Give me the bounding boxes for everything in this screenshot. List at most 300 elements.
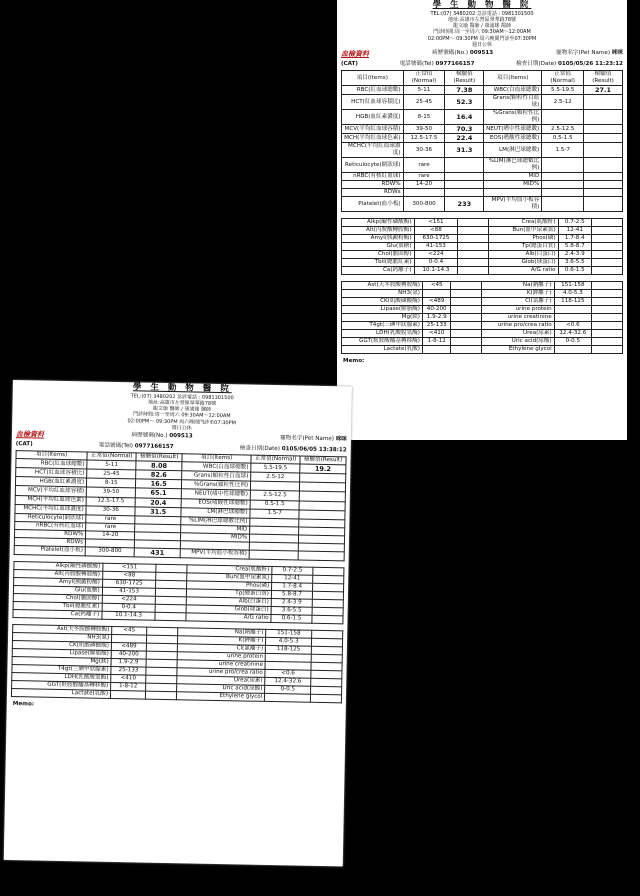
tel-value: 0977166157: [435, 61, 475, 68]
normal-range: 0.6-1.5: [271, 614, 312, 623]
test-name: A/G ratio: [186, 613, 271, 623]
table-row: [342, 251, 623, 259]
table-row: [342, 158, 623, 173]
normal-range: 5.5-19.5: [251, 463, 300, 473]
normal-range: 8-15: [87, 478, 136, 488]
test-name: RDWs: [14, 537, 85, 546]
test-result: 70.3: [445, 125, 484, 134]
test-name: Mg(鎂): [12, 656, 111, 666]
test-result: 20.4: [135, 497, 181, 507]
test-name: urine pro/crea ratio: [482, 322, 554, 330]
table-row: [342, 227, 623, 235]
normal-range: 0-0.5: [265, 685, 311, 694]
normal-range: <88: [414, 227, 458, 235]
normal-range: 0.7-2.5: [558, 219, 591, 227]
test-name: Tbil(總膽紅素): [342, 259, 415, 267]
header-line: 地址:高雄市左營區翠華路78號: [148, 399, 217, 407]
table-row: [342, 189, 623, 197]
normal-range: [542, 110, 584, 125]
test-name: K(鉀離子): [482, 290, 554, 298]
test-name: EOS(嗜酸性球總數): [181, 498, 250, 508]
test-result: 7.38: [445, 86, 484, 95]
test-name: Alb(白蛋白): [489, 251, 558, 259]
normal-range: 40-200: [111, 650, 146, 659]
cbc-table: [341, 70, 623, 212]
normal-range: <45: [112, 626, 147, 635]
normal-range: 5.8-8.7: [271, 590, 312, 599]
test-result: [584, 181, 623, 189]
normal-range: <151: [103, 563, 157, 572]
test-name: urine pro/crea ratio: [177, 667, 266, 677]
normal-range: [542, 181, 584, 189]
normal-range: <489: [111, 642, 146, 651]
table-row: [342, 110, 623, 125]
table-row: [342, 267, 623, 275]
test-name: Reticulocyte(網狀球): [15, 513, 86, 522]
normal-range: 1.7-8.4: [558, 235, 591, 243]
normal-range: [423, 346, 451, 354]
normal-range: 1.9-2.9: [423, 314, 451, 322]
table-row: [342, 298, 623, 306]
test-name: NH3(氨): [13, 632, 112, 642]
test-name: Mg(鎂): [342, 314, 423, 322]
test-name: Lipase(解脂酶): [12, 648, 111, 658]
table-row: [342, 86, 623, 95]
test-name: Ca(鈣離子): [342, 267, 415, 275]
test-name: Bun(血中尿素氮): [489, 227, 558, 235]
table-row: [342, 181, 623, 189]
normal-range: 1.9-2.9: [111, 658, 146, 667]
normal-range: 151-158: [554, 282, 591, 290]
normal-range: 0-0.5: [554, 338, 591, 346]
normal-range: 12.4-32.6: [265, 677, 311, 686]
normal-range: 25-45: [87, 469, 136, 479]
test-name: NH3(氨): [342, 290, 423, 298]
normal-range: 300-800: [85, 547, 134, 557]
test-name: MPV(平均血小板容積): [484, 197, 542, 212]
test-name: %LIM(淋巴球總數比例): [484, 158, 542, 173]
normal-range: <0.6: [554, 322, 591, 330]
normal-range: 0-0.4: [102, 603, 156, 612]
normal-range: 41-153: [414, 243, 458, 251]
report-title: 血檢資料: [15, 430, 45, 439]
normal-range: 2.4-3.9: [271, 598, 312, 607]
test-name: nRBC(有核紅血球): [342, 173, 404, 181]
test-name: MID: [181, 525, 250, 534]
pet-name-value: 咪咪: [335, 436, 347, 443]
test-name: Ast(天冬胺酸轉胺酶): [342, 282, 423, 290]
test-name: urine creatinine: [177, 659, 266, 669]
hospital-name: 學 生 動 物 醫 院: [132, 382, 232, 395]
normal-range: 0.7-2.5: [272, 566, 313, 575]
normal-range: <88: [102, 571, 156, 580]
test-result: 31.5: [135, 507, 181, 517]
test-name: RDWs: [342, 189, 404, 197]
normal-range: 14-20: [403, 181, 445, 189]
test-name: Chol(膽固醇): [342, 251, 415, 259]
table-row: [342, 290, 623, 298]
col-normal-header: 正常值(Normal): [87, 452, 136, 461]
normal-range: [554, 314, 591, 322]
test-result: [445, 181, 484, 189]
patient-info-row-1: [341, 50, 623, 59]
test-name: Ast(天冬胺酸轉胺酶): [13, 624, 112, 634]
test-name: Lactate(乳酸): [342, 346, 423, 354]
test-name: K(鉀離子): [177, 635, 266, 645]
test-result: 65.1: [136, 488, 182, 498]
col-items-header: 項目(Items): [16, 451, 87, 460]
normal-range: 2.5-12: [542, 95, 584, 110]
test-name: Uric acid(尿酸): [176, 683, 265, 693]
header-line: 週日公休: [471, 41, 492, 48]
test-name: Alkp(鹼性磷酸酶): [342, 219, 415, 227]
chemistry-table-2: [11, 624, 343, 703]
test-result: 22.4: [445, 134, 484, 143]
chemistry-table-1: [12, 561, 344, 624]
test-result: 16.4: [445, 110, 484, 125]
normal-range: 2.5-12: [251, 472, 300, 482]
normal-range: rare: [86, 515, 135, 524]
header-line: 地址:高雄市左營區翠華路78號: [447, 16, 517, 23]
test-name: LDH(乳酸脫氫酶): [12, 672, 111, 682]
normal-range: 1.5-7: [542, 143, 584, 158]
test-name: Tp(總蛋白質): [489, 243, 558, 251]
normal-range: 25-133: [423, 322, 451, 330]
table-row: [342, 314, 623, 322]
normal-range: 14-20: [86, 531, 135, 540]
test-name: Amyl(胰澱粉酶): [342, 235, 415, 243]
test-result: [584, 134, 623, 143]
normal-range: 5.8-8.7: [558, 243, 591, 251]
test-result: [584, 110, 623, 125]
test-name: MCV(平均紅血球容積): [342, 125, 404, 134]
test-name: Urea(尿素): [177, 675, 266, 685]
test-result: 16.5: [136, 479, 182, 489]
table-row: [342, 346, 623, 354]
test-name: Platelet(血小板): [342, 197, 404, 212]
test-name: GGT(麩胺酸醯基轉移酶): [342, 338, 423, 346]
test-name: Uric acid(尿酸): [482, 338, 554, 346]
test-result: 31.3: [445, 143, 484, 158]
test-name: HGB(血紅素濃度): [342, 110, 404, 125]
col-normal-header: 正常值(Normal): [542, 71, 584, 86]
test-name: urine protein: [482, 306, 554, 314]
test-name: HCT(紅血球容積比): [16, 468, 87, 478]
table-row: [342, 330, 623, 338]
test-name: Phos(磷): [187, 581, 272, 591]
header-line: 龍文瑜 醫師 / 康浦雄 醫師: [152, 405, 212, 413]
pet-name-label: 寵物名字(Pet Name): [280, 435, 334, 443]
test-name: HCT(紅血球容積比): [342, 95, 404, 110]
test-name: Phos(磷): [489, 235, 558, 243]
table-row: [342, 322, 623, 330]
normal-range: rare: [403, 158, 445, 173]
normal-range: 1.7-8.4: [272, 582, 313, 591]
normal-range: 10.1-14.3: [102, 611, 156, 620]
table-row: [342, 282, 623, 290]
normal-range: 30-36: [403, 143, 445, 158]
normal-range: 12.4-32.6: [554, 330, 591, 338]
test-name: Cl(氯離子): [177, 643, 266, 653]
test-name: Lactate(乳酸): [11, 688, 110, 698]
test-name: A/G ratio: [489, 267, 558, 275]
normal-range: rare: [86, 523, 135, 532]
test-name: Glob(球蛋白): [489, 259, 558, 267]
tel-label: 電話號碼(Tel): [399, 61, 434, 68]
normal-range: rare: [403, 173, 445, 181]
normal-range: 25-45: [403, 95, 445, 110]
normal-range: 118-125: [266, 645, 312, 654]
record-no-label: 病歷號碼(No.): [131, 432, 168, 440]
test-name: Ca(鈣離子): [13, 609, 102, 619]
test-name: Glu(血糖): [342, 243, 415, 251]
test-name: Glu(血糖): [13, 585, 102, 595]
header-line: 門診時間:周一至周六 09:30AM～12:00AM: [433, 29, 531, 36]
header-line: 週日公休: [171, 424, 192, 432]
test-name: %Grans(顆粒性比例): [181, 480, 250, 490]
test-name: RDW%: [342, 181, 404, 189]
header-line: 龍文瑜 醫師 / 康浦雄 醫師: [452, 23, 512, 30]
report-title: 血檢資料: [341, 50, 369, 59]
table-row: [342, 134, 623, 143]
normal-range: 12.5-17.5: [403, 134, 445, 143]
test-name: Grans(顆粒性白血球): [484, 95, 542, 110]
test-name: Cl(氯離子): [482, 298, 554, 306]
test-name: urine creatinine: [482, 314, 554, 322]
col-items-header: 項目(Items): [484, 71, 542, 86]
test-name: urine protein: [177, 651, 266, 661]
blood-report-sheet-1: [335, 0, 627, 443]
col-items-header: 項目(Items): [182, 454, 251, 463]
test-name: Reticulocyte(網狀球): [342, 158, 404, 173]
test-result: 233: [445, 197, 484, 212]
test-name: MID%: [181, 533, 250, 542]
normal-range: 39-50: [403, 125, 445, 134]
test-name: T4gt(三碘甲狀腺素): [342, 322, 423, 330]
normal-range: [403, 189, 445, 197]
test-name: Bun(血中尿素氮): [187, 573, 272, 583]
species: (CAT): [15, 441, 33, 448]
tel-value: 0977166157: [134, 443, 174, 451]
test-name: Na(鈉離子): [482, 282, 554, 290]
hospital-name: 學 生 動 物 醫 院: [432, 0, 532, 10]
test-name: Ethylene glycol: [482, 346, 554, 354]
normal-range: <224: [414, 251, 458, 259]
normal-range: <151: [414, 219, 458, 227]
normal-range: 0-0.4: [414, 259, 458, 267]
header-line: 門診時間:周一至周六 09:30AM～12:00AM: [133, 411, 231, 420]
test-name: Grans(顆粒性白血球): [182, 471, 251, 481]
table-row: [342, 259, 623, 267]
normal-range: 2.4-3.9: [558, 251, 591, 259]
normal-range: <489: [423, 298, 451, 306]
table-row: [342, 219, 623, 227]
test-name: Alb(白蛋白): [187, 597, 272, 607]
patient-info-row-2: [341, 61, 623, 68]
header-line: TEL:(07) 3480202 急診電話 : 0981301500: [130, 392, 234, 401]
test-name: MCH(平均紅血球色素): [342, 134, 404, 143]
table-row: [342, 235, 623, 243]
header-line: 02:00PM～ 09:30PM 周六晚間門診至07:30PM: [127, 417, 236, 426]
normal-range: 151-158: [266, 629, 312, 638]
test-name: Chol(膽固醇): [13, 593, 102, 603]
test-name: Glob(球蛋白): [186, 605, 271, 615]
test-name: EOS(嗜酸性球總數): [484, 134, 542, 143]
test-name: %LIM(淋巴球總數比例): [181, 517, 250, 526]
blood-report-sheet-2: [4, 380, 352, 866]
test-name: LDH(乳酸脫氫酶): [342, 330, 423, 338]
test-result: [584, 95, 623, 110]
normal-range: 4.0-5.3: [266, 637, 312, 646]
date-label: 檢查日期(Date): [516, 61, 557, 68]
table-row: [342, 173, 623, 181]
col-result-header: 檢驗值(Result): [300, 456, 346, 465]
test-name: MCV(平均紅血球容積): [15, 486, 86, 496]
normal-range: 8-15: [403, 110, 445, 125]
cbc-table: [14, 450, 347, 561]
test-result: 52.3: [445, 95, 484, 110]
col-items-header: 項目(Items): [342, 71, 404, 86]
test-name: NEUT(嗜中性球總數): [484, 125, 542, 134]
normal-range: 12.5-17.5: [86, 497, 135, 507]
date-value: 0105/05/26 11:23:12: [558, 61, 623, 68]
normal-range: 40-200: [423, 306, 451, 314]
normal-range: [265, 693, 311, 702]
test-name: Tbil(總膽紅素): [13, 601, 102, 611]
normal-range: 5.5-19.5: [542, 86, 584, 95]
col-result-header: 檢驗值(Result): [445, 71, 484, 86]
table-row: [342, 306, 623, 314]
test-name: Platelet(血小板): [14, 545, 85, 555]
normal-range: 1-8-12: [111, 682, 146, 691]
tel-label: 電話號碼(Tel): [98, 442, 134, 450]
test-result: 19.2: [300, 464, 346, 474]
test-name: CK(肌酸磷酸酶): [12, 640, 111, 650]
test-result: [445, 158, 484, 173]
test-name: LM(淋巴球總數): [484, 143, 542, 158]
table-row: [342, 243, 623, 251]
test-name: WBC(白血球總數): [484, 86, 542, 95]
test-name: Na(鈉離子): [178, 627, 267, 637]
table-row: [342, 143, 623, 158]
test-name: GGT(麩胺酸醯基轉移酶): [12, 680, 111, 690]
normal-range: 3.6-5.5: [558, 259, 591, 267]
normal-range: [111, 690, 146, 699]
normal-range: 12-41: [272, 574, 313, 583]
test-name: CK(肌酸磷酸酶): [342, 298, 423, 306]
table-row: [342, 338, 623, 346]
test-result: [584, 143, 623, 158]
test-name: T4gt(三碘甲狀腺素): [12, 664, 111, 674]
normal-range: 41-153: [102, 587, 156, 596]
test-name: RBC(紅血球總數): [16, 459, 87, 469]
normal-range: [542, 173, 584, 181]
normal-range: 12-41: [558, 227, 591, 235]
test-name: NEUT(嗜中性球總數): [181, 489, 250, 499]
normal-range: [542, 158, 584, 173]
test-name: nRBC(有核紅血球): [15, 521, 86, 530]
normal-range: 2.5-12.5: [542, 125, 584, 134]
normal-range: 30-36: [86, 506, 135, 516]
normal-range: 630-1725: [102, 579, 156, 588]
test-name: Lipase(解脂酶): [342, 306, 423, 314]
test-name: MPV(平均血小板容積): [180, 549, 249, 559]
test-name: RBC(紅血球總數): [342, 86, 404, 95]
normal-range: 25-133: [111, 666, 146, 675]
normal-range: [554, 306, 591, 314]
normal-range: <45: [423, 282, 451, 290]
clinic-header: [12, 380, 352, 435]
test-name: MCH(平均紅血球色素): [15, 495, 86, 505]
normal-range: 0.5-1.5: [542, 134, 584, 143]
col-normal-header: 正常值(Normal): [403, 71, 445, 86]
normal-range: 3.6-5.5: [271, 606, 312, 615]
normal-range: 4.0-5.3: [554, 290, 591, 298]
normal-range: <224: [102, 595, 156, 604]
table-row: [342, 125, 623, 134]
memo-label: Memo:: [343, 357, 365, 364]
normal-range: 118-125: [554, 298, 591, 306]
test-name: Amyl(胰澱粉酶): [14, 577, 103, 587]
normal-range: 5-11: [87, 460, 136, 470]
test-name: Ethylene glycol: [176, 691, 265, 701]
test-name: Alt(丙胺酸轉胺酶): [14, 569, 103, 579]
test-result: 8.08: [136, 461, 182, 471]
date-value: 0105/06/05 13:38:12: [281, 446, 347, 454]
normal-range: <0.6: [265, 669, 311, 678]
test-result: [584, 173, 623, 181]
species: (CAT): [341, 61, 358, 68]
test-name: HGB(血紅素濃度): [15, 477, 86, 487]
normal-range: 0.5-1.5: [250, 500, 299, 510]
test-name: Alt(丙胺酸轉胺酶): [342, 227, 415, 235]
test-result: 27.1: [584, 86, 623, 95]
test-name: Alkp(鹼性磷酸酶): [14, 561, 103, 571]
header-line: 02:00PM～ 09:30PM 周六晚間門診至07:30PM: [427, 35, 537, 42]
header-line: TEL:(07) 3480202 急診電話 : 0981301500: [430, 10, 534, 17]
record-no-value: 009513: [469, 50, 494, 57]
col-result-header: 檢驗值(Result): [584, 71, 623, 86]
normal-range: [554, 346, 591, 354]
test-name: LM(淋巴球總數): [181, 507, 250, 517]
test-name: WBC(白血球總數): [182, 462, 251, 472]
test-name: Crea(肌酸酐): [489, 219, 558, 227]
chemistry-table-2: [341, 281, 623, 354]
test-name: RDW%: [14, 529, 85, 538]
normal-range: 39-50: [86, 487, 135, 497]
normal-range: 300-800: [403, 197, 445, 212]
test-name: MID: [484, 173, 542, 181]
test-result: 431: [134, 548, 180, 558]
normal-range: 5-11: [403, 86, 445, 95]
test-name: MID%: [484, 181, 542, 189]
record-no-value: 009513: [169, 433, 193, 440]
test-name: MCHC(平均紅血球濃度): [15, 504, 86, 514]
table-row: [342, 197, 623, 212]
normal-range: [423, 290, 451, 298]
table-row: [342, 95, 623, 110]
test-result: [445, 173, 484, 181]
date-label: 檢查日期(Date): [239, 445, 280, 453]
normal-range: 1-8-12: [423, 338, 451, 346]
col-result-header: 檢驗值(Result): [136, 453, 182, 462]
test-name: Urea(尿素): [482, 330, 554, 338]
chemistry-table-1: [341, 218, 623, 275]
normal-range: 630-1725: [414, 235, 458, 243]
test-name: %Grans(顆粒性比例): [484, 110, 542, 125]
pet-name-value: 咪咪: [611, 50, 623, 57]
col-normal-header: 正常值(Normal): [251, 455, 300, 464]
